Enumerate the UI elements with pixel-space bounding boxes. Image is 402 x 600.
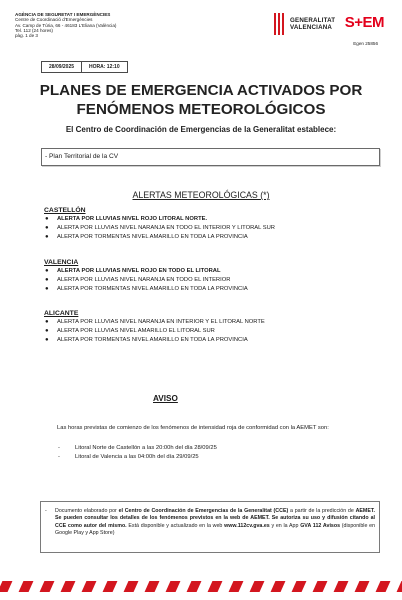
alerts-title (15, 190, 387, 200)
stripe (313, 581, 328, 592)
website-link[interactable]: www.112cv.gva.es (224, 522, 270, 529)
bullet-icon: ● (45, 286, 49, 293)
alert-text: ALERTA POR LLUVIAS NIVEL ROJO EN TODO EL LITORAL (57, 268, 221, 274)
stripe (229, 581, 244, 592)
stripe (271, 581, 286, 592)
page-title: PLANES DE EMERGENCIA ACTIVADOS POR FENÓMENOS METEOROLÓGICOS (39, 82, 363, 118)
alert-item (44, 327, 389, 336)
alert-text: ALERTA POR LLUVIAS NIVEL AMARILLO EL LITORAL SUR (57, 328, 215, 335)
document-header (15, 12, 390, 50)
decorative-stripe-band (0, 581, 402, 592)
alert-item (44, 276, 389, 285)
region-castellon (44, 206, 389, 243)
stripe (397, 581, 402, 592)
dash-icon: - (58, 445, 60, 451)
aviso-time-text: Litoral Norte de Castellón a las 20:00h del día 28/09/25 (75, 445, 217, 451)
dash-icon: - (58, 454, 60, 460)
page-number: pàg. 1 de 3 (15, 33, 38, 39)
agency-center: Centre de Coordinació d'Emergències (15, 17, 93, 23)
stripe (145, 581, 160, 592)
stripe (250, 581, 265, 592)
generalitat-crest-icon (272, 13, 286, 35)
time-field: HORA: 12:10 (82, 61, 128, 73)
disclaimer-aemet: AEMET. Se pueden consultar los detalles de los fenómenos previstos en la web de AEMET. Se autoriza su uso y difusión citando al CCE como autor del mismo. (55, 508, 375, 529)
generalitat-logo-line1: GENERALITAT (290, 17, 336, 24)
alert-text: ALERTA POR TORMENTAS NIVEL AMARILLO EN TODA LA PROVINCIA (57, 337, 248, 344)
bullet-icon: ● (45, 337, 49, 344)
alert-item (44, 267, 389, 276)
page-subtitle: El Centro de Coordinación de Emergencias de la Generalitat establece: (65, 125, 337, 134)
disclaimer-box (40, 501, 380, 553)
bullet-icon: ● (45, 319, 49, 325)
alert-item (44, 285, 389, 294)
alert-list (44, 318, 389, 346)
logos (272, 12, 390, 50)
alert-text: ALERTA POR LLUVIAS NIVEL NARANJA EN INTERIOR Y EL LITORAL NORTE (57, 319, 265, 325)
stripe (124, 581, 139, 592)
agency-phone: Tel. 112 (24 hores) (15, 27, 53, 33)
bullet-icon: ● (45, 268, 49, 274)
stripe (0, 581, 12, 592)
alert-item (44, 233, 389, 242)
alert-text: ALERTA POR LLUVIAS NIVEL NARANJA EN TODO EL INTERIOR (57, 277, 231, 284)
stripe (376, 581, 391, 592)
agency-address: Av. Camp de Túria, 66 - 46183 L'Eliana (València) (15, 22, 117, 28)
region-alicante (44, 309, 389, 346)
agency-block (15, 12, 116, 38)
aviso-times (57, 444, 217, 462)
stripe (103, 581, 118, 592)
region-name: ALICANTE (44, 310, 79, 317)
disclaimer-text: Documento elaborado por (55, 508, 119, 514)
generalitat-logo-line2: VALENCIANA (290, 24, 333, 31)
alert-item (44, 224, 389, 233)
region-name: VALENCIA (44, 259, 79, 266)
bullet-icon: ● (45, 328, 49, 335)
stripe (208, 581, 223, 592)
date-time-bar (41, 61, 128, 73)
aviso-time-item (57, 444, 217, 453)
disclaimer-cce: el Centro de Coordinación de Emergencias de la Generalitat (CCE) (118, 508, 289, 514)
agency-name: AGÈNCIA DE SEGURETAT I EMERGÈNCIES (15, 12, 111, 17)
disclaimer-text: a partir de la predicción de (288, 508, 356, 514)
stripe (166, 581, 181, 592)
alert-item (44, 318, 389, 327)
alert-text: ALERTA POR TORMENTAS NIVEL AMARILLO EN TODA LA PROVINCIA (57, 286, 248, 293)
alert-text: ALERTA POR TORMENTAS NIVEL AMARILLO EN TODA LA PROVINCIA (57, 234, 248, 241)
sem-logo: S+EM (344, 14, 384, 31)
alert-text: ALERTA POR LLUVIAS NIVEL NARANJA EN TODO EL INTERIOR Y LITORAL SUR (57, 225, 275, 232)
alert-item (44, 336, 389, 345)
stripe (187, 581, 202, 592)
bullet-icon: ● (45, 216, 49, 222)
stripe (19, 581, 34, 592)
region-name: CASTELLÓN (44, 207, 86, 214)
generalitat-logo (290, 17, 335, 31)
disclaimer-text: y en la App (269, 522, 301, 529)
aviso-title: AVISO (153, 394, 178, 403)
alert-item (44, 215, 389, 224)
alert-list (44, 215, 389, 243)
stripe (292, 581, 307, 592)
stripe (334, 581, 349, 592)
app-name: GVA 112 Avisos (300, 522, 341, 529)
egen-code: Egen 25856 (353, 41, 378, 46)
bullet-icon: ● (45, 277, 49, 284)
stripe (82, 581, 97, 592)
disclaimer-text: Está disponible y actualizado en la web (126, 522, 225, 529)
date-field: 28/09/2025 (41, 61, 82, 73)
aviso-time-item (57, 453, 217, 462)
stripe (61, 581, 76, 592)
alerts-title-text: ALERTAS METEOROLÓGICAS (*) (132, 190, 270, 200)
aviso-text: Las horas previstas de comienzo de los fenómenos de intensidad roja de conformidad con la AEMET son: (57, 425, 329, 431)
bullet-icon: ● (45, 234, 49, 241)
aviso-time-text: Litoral de Valencia a las 04:00h del día 29/09/25 (75, 454, 199, 460)
bullet-icon: ● (45, 225, 49, 232)
alert-text: ALERTA POR LLUVIAS NIVEL ROJO LITORAL NORTE. (57, 216, 208, 222)
alert-list (44, 267, 389, 295)
dash-icon: - (45, 508, 47, 514)
region-valencia (44, 258, 389, 295)
stripe (355, 581, 370, 592)
disclaimer-text: (disponible en Google Play y App Store) (55, 522, 376, 537)
plan-box: - Plan Territorial de la CV (41, 148, 380, 166)
stripe (40, 581, 55, 592)
